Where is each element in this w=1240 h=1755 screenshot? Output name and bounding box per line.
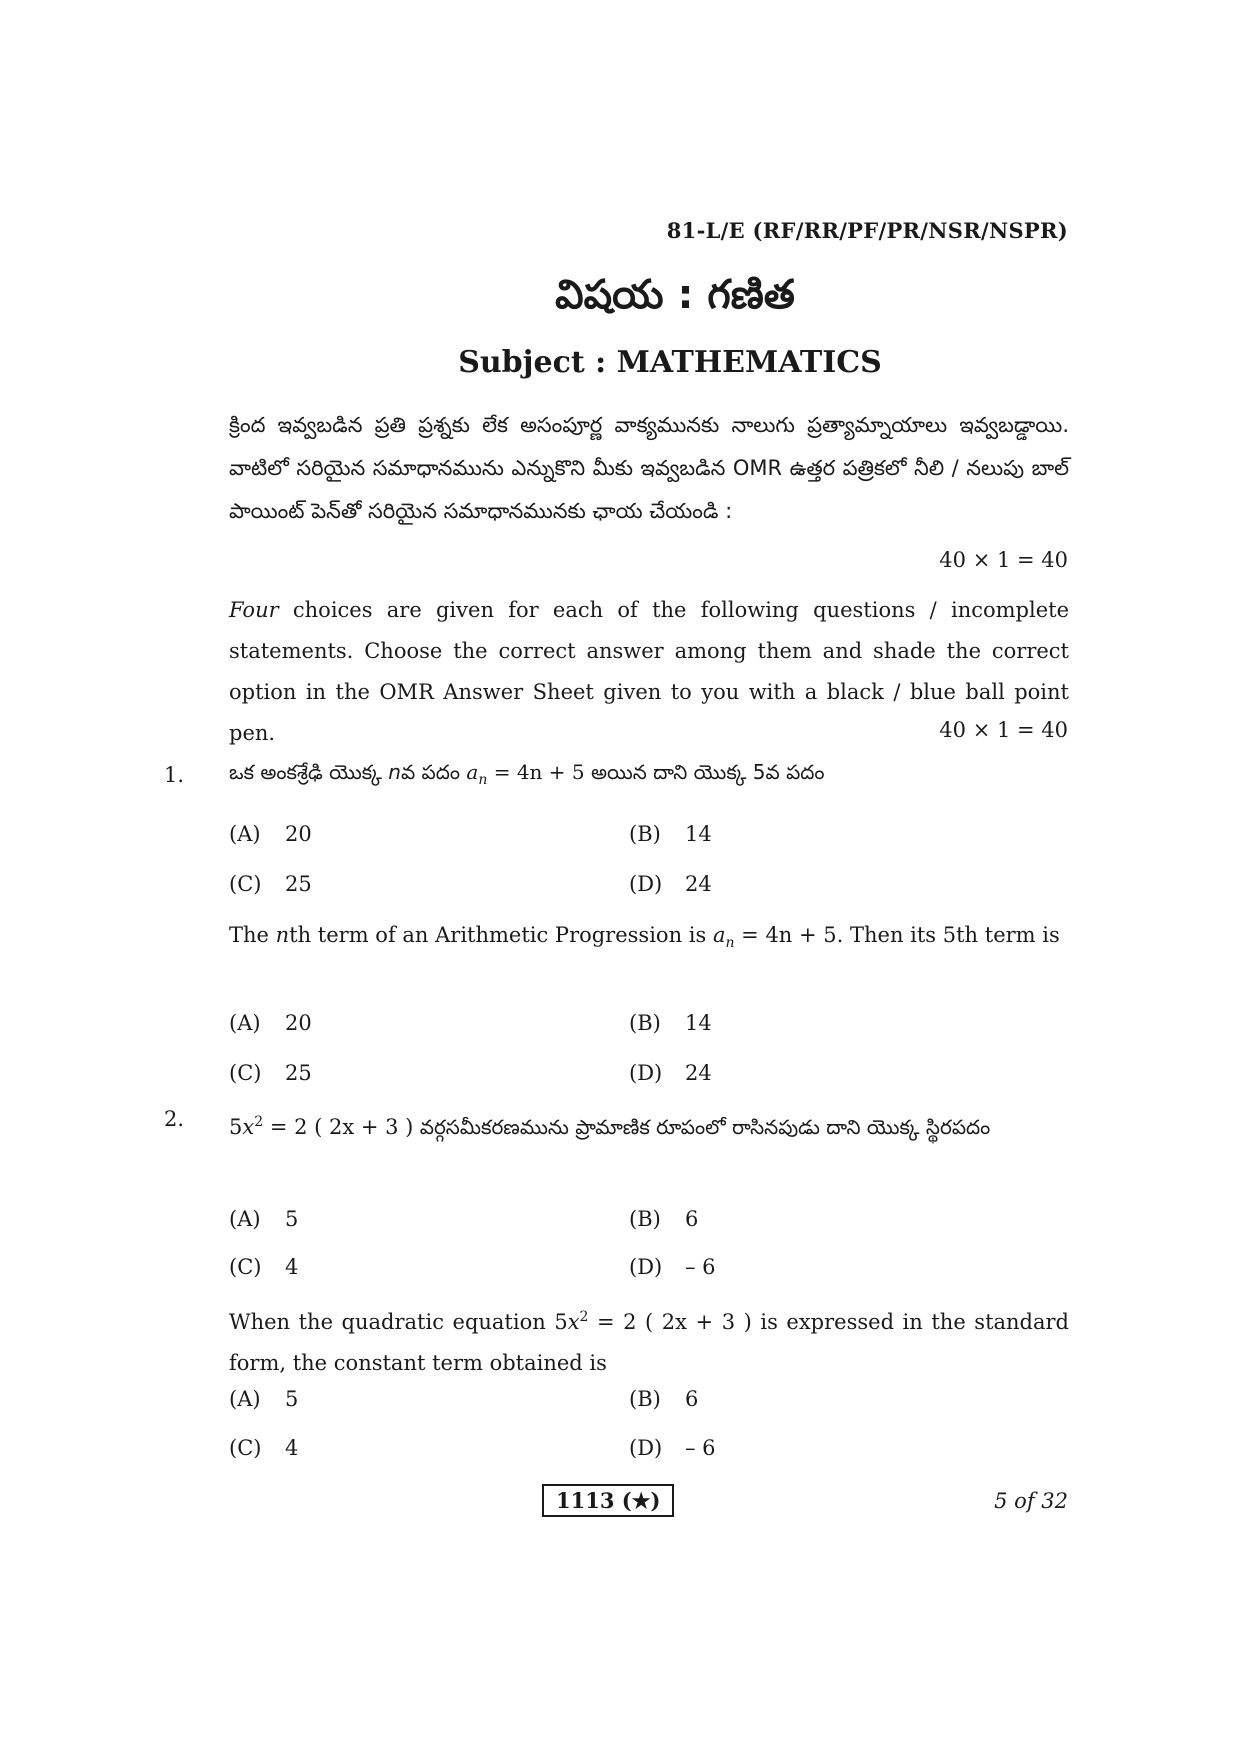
subject-title-english: Subject : MATHEMATICS — [458, 345, 882, 380]
q2-en-option-d[interactable]: (D) – 6 — [629, 1436, 716, 1460]
q1-en-option-b[interactable]: (B) 14 — [629, 1011, 712, 1035]
q1-en-option-a[interactable]: (A) 20 — [229, 1011, 312, 1035]
q2-en-option-a[interactable]: (A) 5 — [229, 1387, 299, 1411]
q1-te-part-a: ఒక అంకశ్రేఢి యొక్క — [229, 760, 389, 784]
q1-en-option-c[interactable]: (C) 25 — [229, 1061, 312, 1085]
question-2-number: 2. — [164, 1107, 185, 1131]
q1-en-option-d[interactable]: (D) 24 — [629, 1061, 712, 1085]
question-1-english: The nth term of an Arithmetic Progression is $a_n = 4n + 5$. Then its 5th term is — [229, 923, 1060, 952]
instructions-english-lead: Four — [229, 598, 279, 622]
page-number: 5 of 32 — [994, 1489, 1068, 1513]
q1-te-option-a[interactable]: (A) 20 — [229, 822, 312, 846]
question-1-telugu — [229, 760, 1069, 789]
q1-formula-rest: = 4n + 5 — [487, 760, 585, 784]
question-1-number: 1. — [164, 763, 185, 787]
q2-en-option-c[interactable]: (C) 4 — [229, 1436, 299, 1460]
q1-te-n: n — [388, 760, 401, 784]
paper-code: 81-L/E (RF/RR/PF/PR/NSR/NSPR) — [666, 218, 1068, 243]
q2-te-option-a[interactable]: (A) 5 — [229, 1207, 299, 1231]
question-2-english: When the quadratic equation $5x^2 = 2$ ( 2x + 3 ) is expressed in the standard form, the constant term obtained is — [229, 1309, 1069, 1375]
question-2-telugu: $5x^2 = 2$ ( 2x + 3 ) వర్గసమీకరణమును ప్రామాణిక రూపంలో రాసినపుడు దాని యొక్క స్థిరపదం — [229, 1114, 991, 1139]
q1-te-part-b: వ పదం — [400, 760, 467, 784]
footer-code-box: 1113 (★) — [542, 1484, 674, 1517]
instructions-telugu: క్రింద ఇవ్వబడిన ప్రతి ప్రశ్నకు లేక అసంపూర్ణ వాక్యమునకు నాలుగు ప్రత్యామ్నాయాలు ఇవ్వబడ్డాయి. వాటిలో సరియైన సమాధానమును ఎన్నుకొని మీకు ఇవ్వబడిన OMR ఉత్తర పత్రికలో నీలి / నలుపు బాల్ పాయింట్ పెన్‌తో సరియైన సమాధానమునకు ఛాయ చేయండి : — [229, 413, 1069, 523]
q1-formula-sub: n — [478, 772, 488, 788]
q1-te-option-c[interactable]: (C) 25 — [229, 872, 312, 896]
q2-en-option-b[interactable]: (B) 6 — [629, 1387, 699, 1411]
marks-telugu: 40 × 1 = 40 — [939, 548, 1068, 572]
q1-formula-a: a — [466, 760, 479, 784]
q2-te-option-c[interactable]: (C) 4 — [229, 1255, 299, 1279]
q1-te-option-d[interactable]: (D) 24 — [629, 872, 712, 896]
marks-english: 40 × 1 = 40 — [939, 718, 1068, 742]
subject-title-telugu: విషయ : గణిత — [555, 272, 795, 318]
q2-te-option-d[interactable]: (D) – 6 — [629, 1255, 716, 1279]
q1-te-option-b[interactable]: (B) 14 — [629, 822, 712, 846]
q2-te-option-b[interactable]: (B) 6 — [629, 1207, 699, 1231]
instructions-english-text: choices are given for each of the following questions / incomplete statements. Choose the correct answer among them and shade the correct option in the OMR Answer Sheet given to you with a black / blue ball point pen. — [229, 598, 1069, 745]
q1-te-part-c: అయిన దాని యొక్క 5వ పదం — [584, 760, 825, 784]
